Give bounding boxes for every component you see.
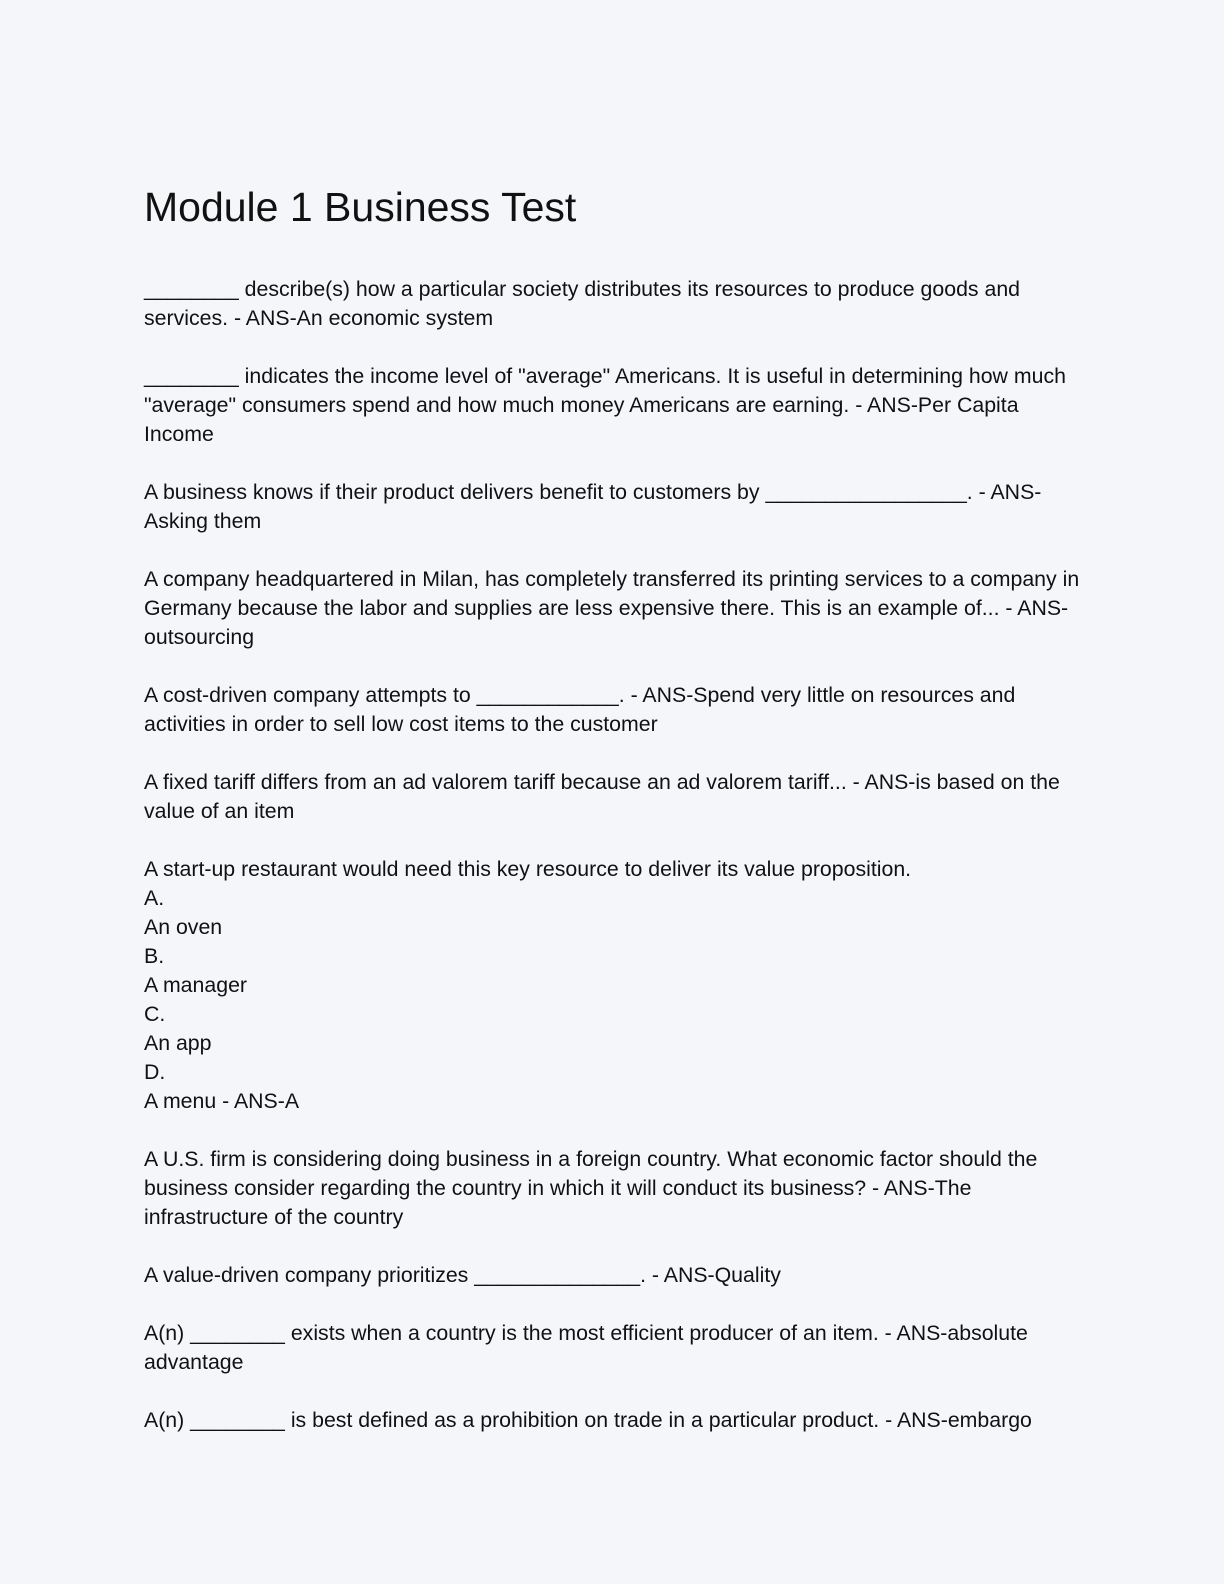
qa-item-embargo: A(n) ________ is best defined as a prohibition on trade in a particular product. - ANS-embargo bbox=[144, 1408, 1032, 1432]
qa-item-ad-valorem-tariff: A fixed tariff differs from an ad valorem tariff because an ad valorem tariff... - ANS-is based on the value of an item bbox=[144, 770, 1060, 823]
qa-item-economic-system: ________ describe(s) how a particular society distributes its resources to produce goods and services. - ANS-An economic system bbox=[144, 277, 1021, 330]
qa-item-absolute-advantage: A(n) ________ exists when a country is the most efficient producer of an item. - ANS-absolute advantage bbox=[144, 1321, 1028, 1374]
qa-item-outsourcing: A company headquartered in Milan, has completely transferred its printing services to a company in Germany because the labor and supplies are less expensive there. This is an example of... - ANS-outsourcing bbox=[144, 567, 1080, 649]
qa-item-key-resource: A start-up restaurant would need this key resource to deliver its value proposition. A. An oven B. A manager C. An app D. A menu - ANS-A bbox=[144, 857, 912, 1113]
qa-item-infrastructure: A U.S. firm is considering doing business in a foreign country. What economic factor should the business consider regarding the country in which it will conduct its business? - ANS-The infrastructure of the country bbox=[144, 1147, 1038, 1229]
qa-item-cost-driven: A cost-driven company attempts to ____________. - ANS-Spend very little on resources and activities in order to sell low cost items to the customer bbox=[144, 683, 1016, 736]
qa-list bbox=[144, 275, 1084, 1464]
page-title: Module 1 Business Test bbox=[144, 184, 577, 230]
qa-item-asking-them: A business knows if their product delivers benefit to customers by _________________. - ANS-Asking them bbox=[144, 480, 1042, 533]
qa-item-per-capita-income: ________ indicates the income level of "average" Americans. It is useful in determining how much "average" consumers spend and how much money Americans are earning. - ANS-Per Capita Income bbox=[144, 364, 1066, 446]
qa-item-value-driven: A value-driven company prioritizes ______________. - ANS-Quality bbox=[144, 1263, 781, 1287]
